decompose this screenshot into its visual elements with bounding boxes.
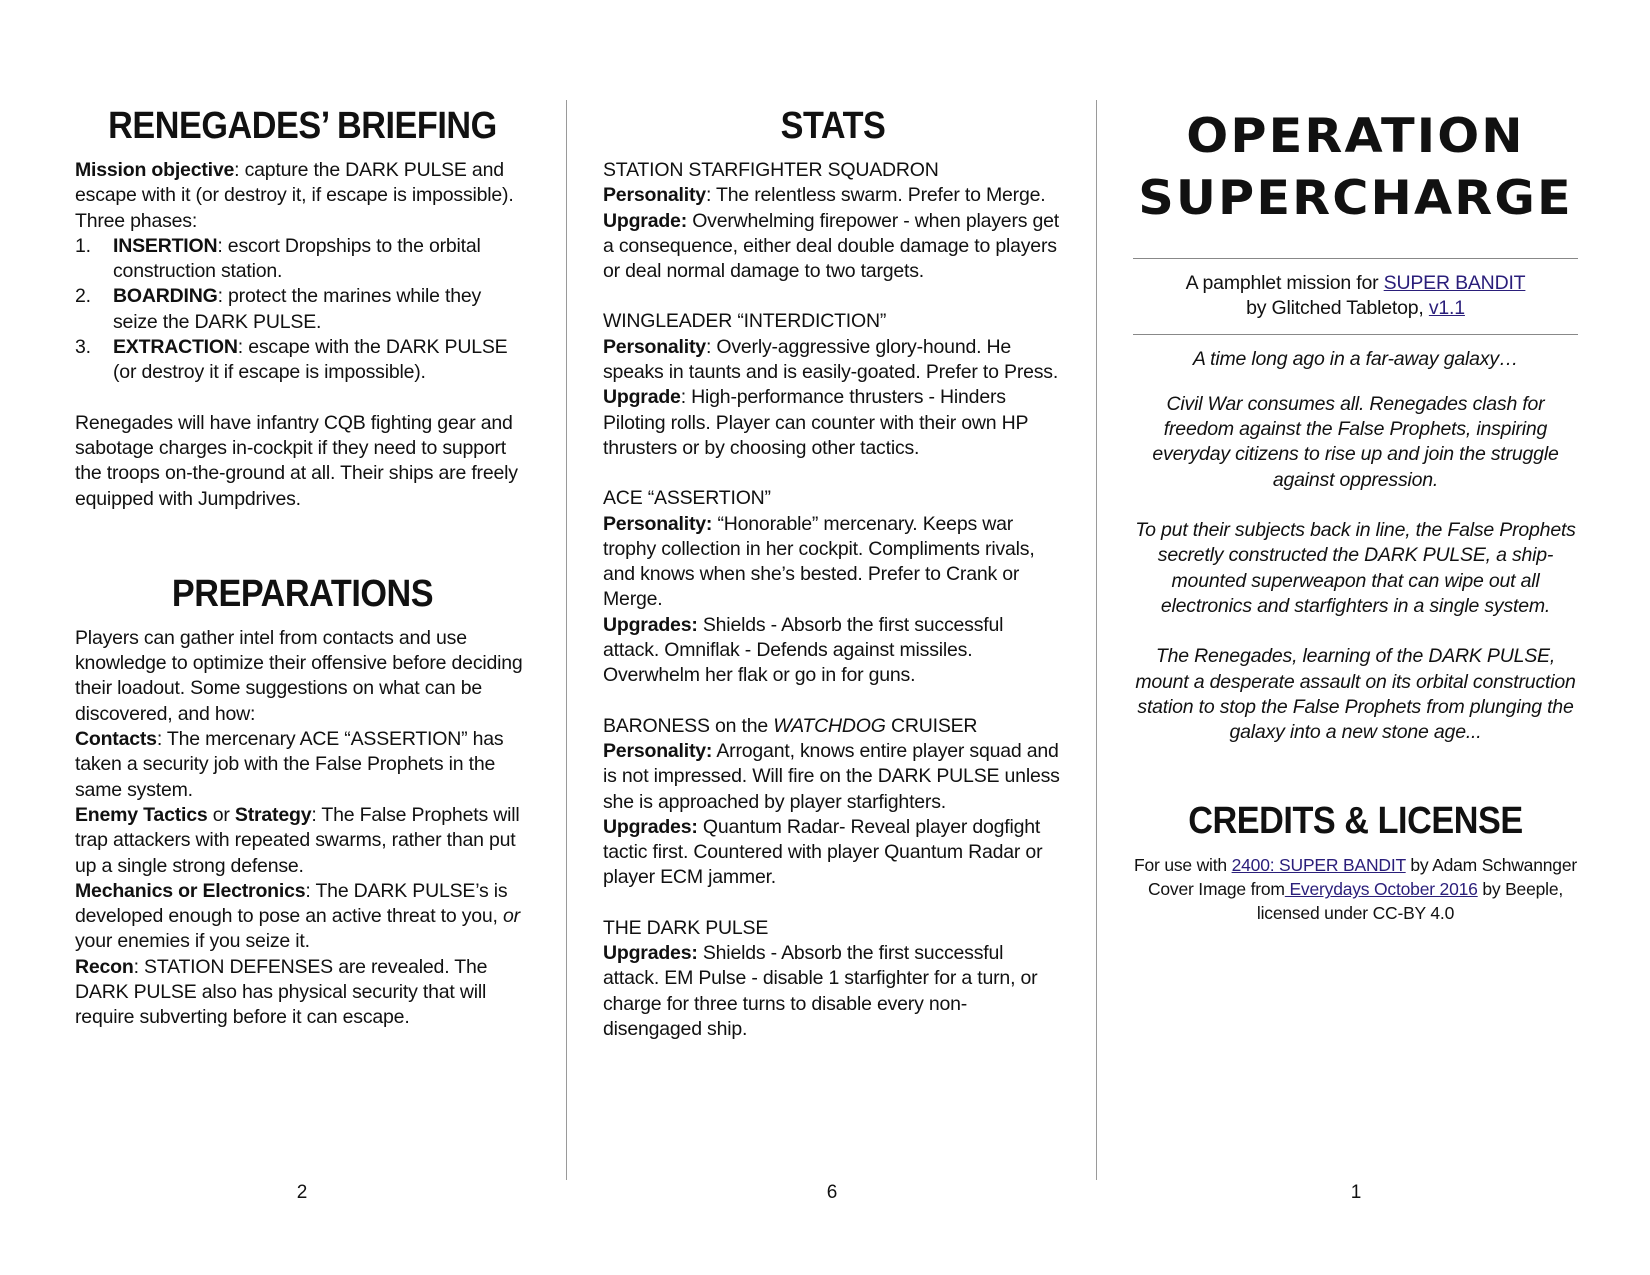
pamphlet-line: A pamphlet mission for SUPER BANDIT xyxy=(1185,272,1526,294)
stat-name: STATION STARFIGHTER SQUADRON xyxy=(603,159,939,181)
panel-cover xyxy=(1133,100,1578,1180)
version-link[interactable]: v1.1 xyxy=(1428,297,1465,320)
stat-name: THE DARK PULSE xyxy=(603,916,769,939)
stat-block-baroness: BARONESS on the WATCHDOG CRUISER Personality: Arrogant, knows entire player squad and is not impressed. Will fire on the DARK PULSE unless she is approached by player starfighters. Upgrades: Quantum Radar- Reveal player dogfight tactic first. Countered with player Quantum Radar or player ECM jammer. xyxy=(603,714,1063,891)
gear-paragraph: Renegades will have infantry CQB fighting gear and sabotage charges in-cockpit if they need to support the troops on-the-ground at all. Their ships are freely equipped with Jumpdrives. xyxy=(75,411,518,510)
page-number: 6 xyxy=(826,1182,838,1203)
enemy-tactics-paragraph: Enemy Tactics or Strategy: The False Prophets will trap attackers with repeated swarms, rather than put up a single strong defense. xyxy=(75,803,520,877)
super-bandit-2400-link[interactable]: 2400: SUPER BANDIT xyxy=(1231,855,1406,876)
recon-paragraph: Recon: STATION DEFENSES are revealed. The DARK PULSE also has physical security that will require subverting before it can escape. xyxy=(75,955,488,1029)
stat-block-ace: ACE “ASSERTION” Personality: “Honorable” mercenary. Keeps war trophy collection in her cockpit. Compliments rivals, and knows when she’s bested. Prefer to Crank or Merge. Upgrades: Shields - Absorb the first successful attack. Omniflak - Defends against missiles. Overwhelm her flak or go in for guns. xyxy=(603,486,1063,688)
phase-list xyxy=(75,234,530,386)
credits-block: For use with 2400: SUPER BANDIT by Adam Schwannger Cover Image from Everydays October 2016 by Beeple, licensed under CC-BY 4.0 xyxy=(1134,855,1577,924)
page-number: 2 xyxy=(296,1182,308,1203)
list-item: 1. INSERTION: escort Dropships to the orbital construction station. xyxy=(75,234,481,283)
stat-block-dark-pulse: THE DARK PULSE Upgrades: Shields - Absorb the first successful attack. EM Pulse - disable 1 starfighter for a turn, or charge for three turns to disable every non-disengaged ship. xyxy=(603,916,1063,1042)
list-item: 2. BOARDING: protect the marines while they seize the DARK PULSE. xyxy=(75,285,482,333)
column-divider-left xyxy=(566,100,567,1180)
everydays-link[interactable]: Everydays October 2016 xyxy=(1284,879,1478,900)
stats-heading: STATS xyxy=(780,105,886,147)
stat-block-wingleader: WINGLEADER “INTERDICTION” Personality: Overly-aggressive glory-hound. He speaks in taunts and is easily-goated. Prefer to Press. Upgrade: High-performance thrusters - Hinders Piloting rolls. Player can counter with their own HP thrusters or by choosing other tactics. xyxy=(603,309,1063,461)
column-divider-right xyxy=(1096,100,1097,1180)
contacts-paragraph: Contacts: The mercenary ACE “ASSERTION” has taken a security job with the False Prophets in the same system. xyxy=(75,728,504,801)
preparations-heading: PREPARATIONS xyxy=(171,572,434,615)
mission-title: OPERATION SUPERCHARGE xyxy=(1138,109,1573,226)
credits-heading: CREDITS & LICENSE xyxy=(1188,800,1523,843)
panel-briefing xyxy=(75,100,530,1180)
divider xyxy=(1133,258,1578,259)
mechanics-paragraph: Mechanics or Electronics: The DARK PULSE’s is developed enough to pose an active threat to you, or your enemies if you seize it. xyxy=(75,879,520,953)
mission-objective: Mission objective: capture the DARK PULSE and escape with it (or destroy it, if escape is impossible). Three phases: xyxy=(75,159,514,232)
briefing-heading: RENEGADES’ BRIEFING xyxy=(108,105,497,147)
stat-name: ACE “ASSERTION” xyxy=(603,487,771,510)
author-line: by Glitched Tabletop, v1.1 xyxy=(1246,297,1465,320)
stat-name: WINGLEADER “INTERDICTION” xyxy=(603,310,887,333)
divider xyxy=(1133,334,1578,335)
story-paragraph: The Renegades, learning of the DARK PULSE, mount a desperate assault on its orbital construction station to stop the False Prophets from plunging the galaxy into a new stone age... xyxy=(1135,645,1576,744)
stat-block-squadron: STATION STARFIGHTER SQUADRON Personality: The relentless swarm. Prefer to Merge. Upgrade: Overwhelming firepower - when players get a consequence, either deal double damage to players or deal normal damage to two targets. xyxy=(603,158,1063,284)
page-number: 1 xyxy=(1350,1182,1362,1203)
intro-line: A time long ago in a far-away galaxy… xyxy=(1192,347,1519,370)
story-paragraph: To put their subjects back in line, the False Prophets secretly constructed the DARK PULSE, a ship-mounted superweapon that can wipe out all electronics and starfighters in a single system. xyxy=(1135,519,1576,617)
stat-name: BARONESS on the WATCHDOG CRUISER xyxy=(603,714,978,737)
preparations-intro: Players can gather intel from contacts and use knowledge to optimize their offensive before deciding their loadout. Some suggestions on what can be discovered, and how: xyxy=(75,626,523,725)
panel-stats xyxy=(603,100,1063,1180)
list-item: 3. EXTRACTION: escape with the DARK PULSE (or destroy it if escape is impossible). xyxy=(75,336,508,384)
story-paragraph: Civil War consumes all. Renegades clash for freedom against the False Prophets, inspiring everyday citizens to rise up and join the struggle against oppression. xyxy=(1152,392,1559,491)
super-bandit-link[interactable]: SUPER BANDIT xyxy=(1383,272,1526,294)
